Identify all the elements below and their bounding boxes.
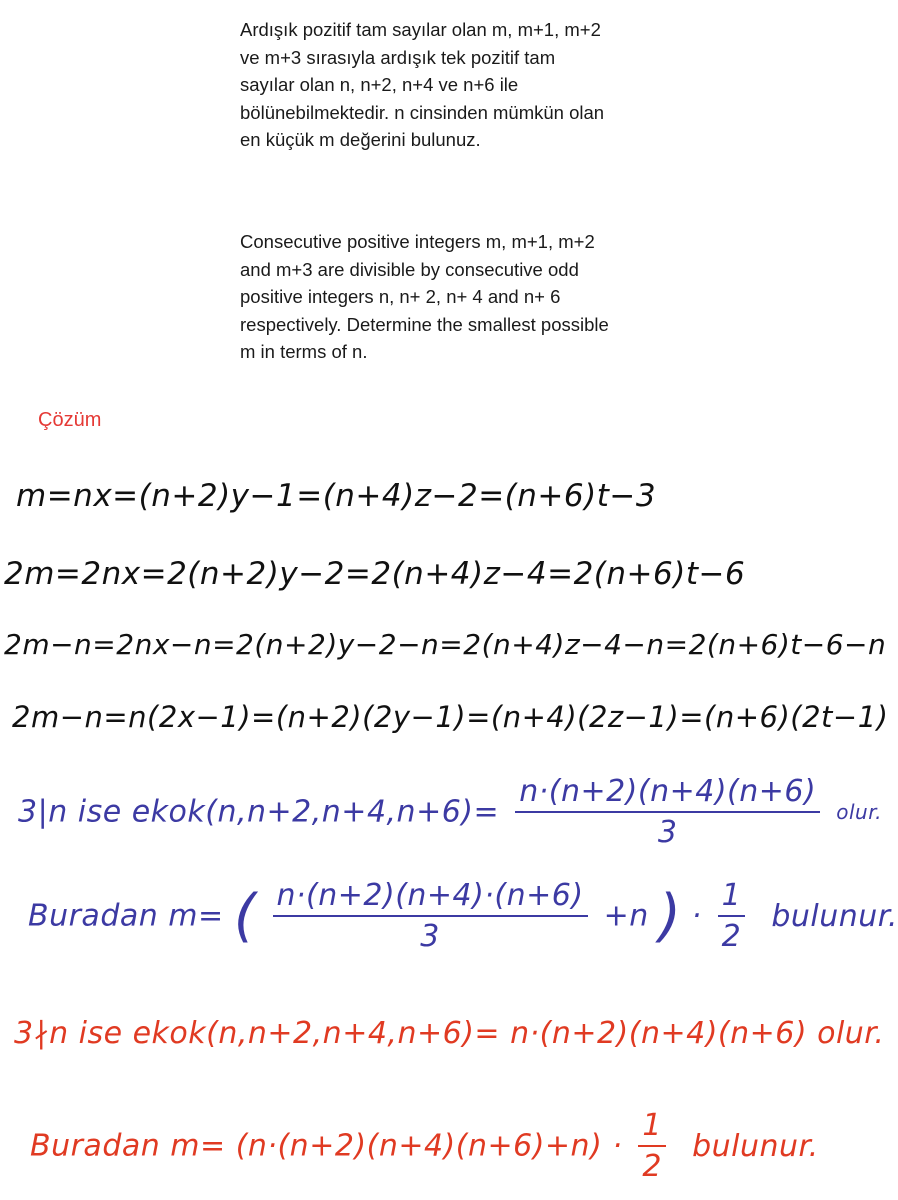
half-denominator: 2 [721, 919, 742, 954]
solution-label: Çözüm [38, 409, 102, 431]
multiply-dot: · [612, 1128, 623, 1164]
lcm-numerator: n·(n+2)(n+4)(n+6) [515, 774, 820, 813]
half-fraction [718, 878, 746, 954]
case-divisible-lcm [18, 774, 882, 850]
equation-line-4: 2m−n=n(2x−1)=(n+2)(2y−1)=(n+4)(2z−1)=(n+6)(2t−1) [12, 700, 889, 734]
equation-line-1: m=nx=(n+2)y−1=(n+4)z−2=(n+6)t−3 [16, 478, 657, 514]
result-expression: (n·(n+2)(n+4)(n+6)+n) [235, 1128, 603, 1164]
open-paren: ( [233, 883, 257, 949]
result-plus-n: +n [603, 898, 649, 934]
case-divisible-condition: 3|n ise ekok(n,n+2,n+4,n+6)= [18, 794, 500, 830]
result-fraction [273, 878, 588, 954]
case-divisible-suffix: olur. [836, 800, 882, 824]
result-prefix: Buradan m= [28, 898, 224, 934]
problem-text-turkish: Ardışık pozitif tam sayılar olan m, m+1, m+2 ve m+3 sırasıyla ardışık tek pozitif tam sayılar olan n, n+2, n+4 ve n+6 ile bölünebilmektedir. n cinsinden mümkün olan en küçük m değerini bulunuz. [240, 19, 605, 150]
result-suffix: bulunur. [771, 898, 898, 934]
half-fraction [638, 1108, 666, 1184]
result-numerator: n·(n+2)(n+4)·(n+6) [273, 878, 588, 917]
half-numerator: 1 [638, 1108, 666, 1147]
result-expression-inner: n·(n+2)(n+4)(n+6)+n [247, 1128, 591, 1164]
case-divisible-result [28, 878, 898, 954]
equation-line-2: 2m=2nx=2(n+2)y−2=2(n+4)z−4=2(n+6)t−6 [4, 556, 746, 592]
result-denominator: 3 [420, 919, 440, 954]
equation-line-3: 2m−n=2nx−n=2(n+2)y−2−n=2(n+4)z−4−n=2(n+6)t−6−n [4, 628, 887, 661]
problem-text-english: Consecutive positive integers m, m+1, m+2 and m+3 are divisible by consecutive odd positive integers n, n+ 2, n+ 4 and n+ 6 respectively. Determine the smallest possible m in terms of n. [240, 231, 609, 362]
multiply-dot: · [691, 898, 702, 934]
case-not-divisible-lcm: 3∤n ise ekok(n,n+2,n+4,n+6)= n·(n+2)(n+4)(n+6) olur. [14, 1016, 885, 1051]
close-paren: ) [658, 883, 682, 949]
lcm-denominator: 3 [657, 815, 678, 850]
half-numerator: 1 [718, 878, 746, 917]
lcm-fraction [515, 774, 820, 850]
result-suffix: bulunur. [692, 1128, 819, 1164]
case-not-divisible-result [30, 1108, 819, 1184]
half-denominator: 2 [642, 1149, 663, 1184]
result-prefix: Buradan m= [30, 1128, 226, 1164]
